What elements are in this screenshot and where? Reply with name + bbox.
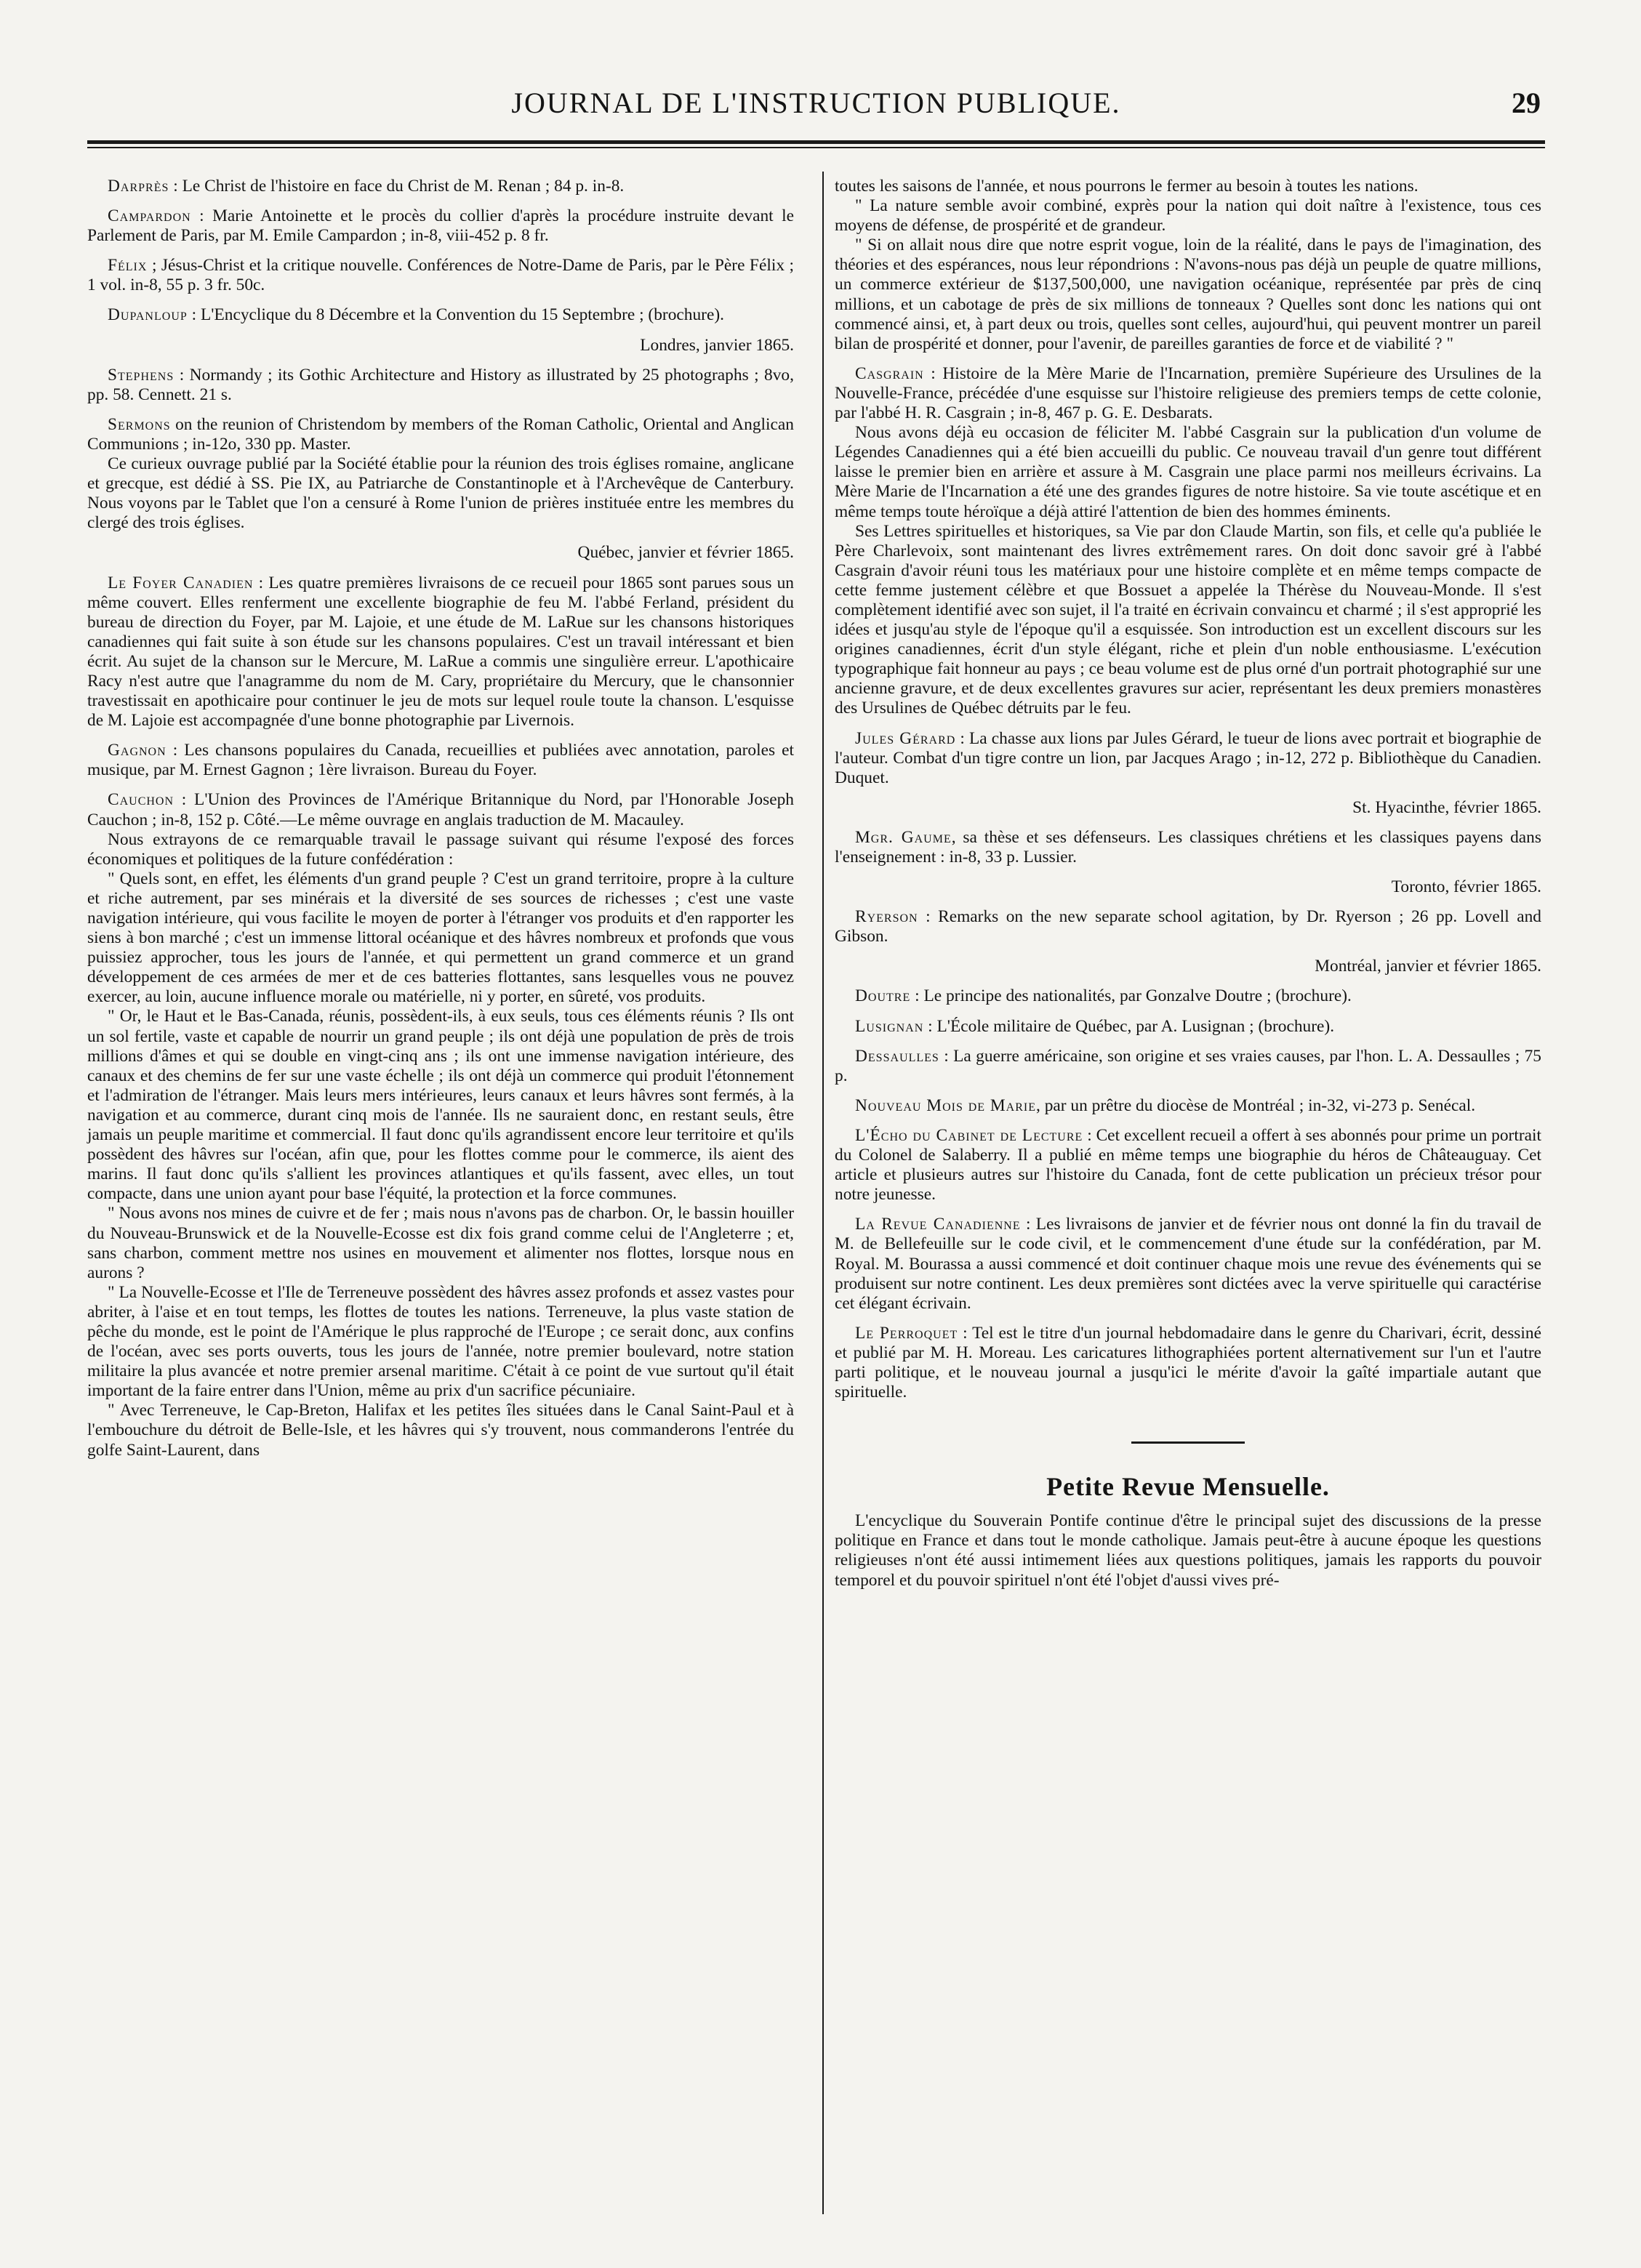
entry-text: : Marie Antoinette et le procès du collier d'après la procédure instruite devant le Parlement de Paris, par M. Emile Campardon ; in-8, viii-452 p. 8 fr. (87, 206, 794, 246)
entry-cauchon (87, 790, 794, 829)
dateline-londres: Londres, janvier 1865. (640, 335, 794, 355)
left-column (87, 177, 794, 1460)
section-title: Petite Revue Mensuelle. (1046, 1472, 1330, 1502)
entry-text: : Normandy ; its Gothic Architecture and History as illustrated by 25 photographs ; 8vo, pp. 58. Cennett. 21 s. (87, 365, 794, 404)
entry-text: : Les quatre premières livraisons de ce recueil pour 1865 sont parues sous un même couvert. Elles renferment une excellente biographie de feu M. l'abbé Ferland, président du bureau de direction du Foyer, par M. Lajoie, et une étude de M. LaRue sur les chansons historiques canadiennes qui fait suite à son étude sur les chansons populaires. C'est un travail intéressant et bien écrit. Au sujet de la chanson sur le Mercure, M. LaRue a commis une singulière erreur. L'apothicaire Racy n'est autre que l'anagramme du nom de M. Cary, propriétaire du Mercury, que le chansonnier travestissait en apothicaire pour continuer le jeu de mots sur lequel roule toute la chanson. L'esquisse de M. Lajoie est accompagnée d'une bonne photographie par Livernois. (87, 573, 795, 731)
casgrain-review: Ses Lettres spirituelles et historiques, sa Vie par don Claude Martin, son fils, et celle qu'a publiée le Père Charlevoix, sont maintenant des livres extrêmement rares. On doit donc savoir gré à l'abbé Casgrain d'avoir réuni tous les matériaux pour une histoire complète et en même temps compacte de cette femme justement célèbre et que Bossuet a appelée la Thérèse du Nouveau-Monde. Il s'est complètement identifié avec son sujet, il l'a traité en écrivain convaincu et charmé ; il s'est approprié les idées et jusqu'au style de l'époque qu'il a esquissée. Son introduction est un excellent discours sur les origines canadiennes, écrit d'un style élégant, riche et plein d'un noble enthousiasme. L'exécution typographique fait honneur au pays ; ce beau volume est de plus orné d'un portrait photographié sur une ancienne gravure, et de deux excellentes gravures sur acier, représentant les deux premiers monastères des Ursulines de Québec détruits par le feu. (835, 521, 1541, 718)
quote-paragraph: " Nous avons nos mines de cuivre et de fer ; mais nous n'avons pas de charbon. Or, le bassin houiller du Nouveau-Brunswick et de la Nouvelle-Ecosse est dix fois grand comme celui de l'Angleterre ; et, sans charbon, comment mettre nos usines en mouvement et alimenter nos flottes, lorsque nous en aurons ? (87, 1204, 794, 1282)
entry-dupanloup (87, 305, 794, 325)
entry-author: Cauchon (108, 790, 174, 810)
entry-text: : L'Encyclique du 8 Décembre et la Convention du 15 Septembre ; (brochure). (191, 305, 724, 325)
dateline-montreal: Montréal, janvier et février 1865. (1315, 957, 1541, 976)
entry-text: : Histoire de la Mère Marie de l'Incarnation, première Supérieure des Ursulines de la Nouvelle-France, précédée d'une esquisse sur l'histoire religieuse des premiers temps de cette colonie, par l'abbé H. R. Casgrain ; in-8, 467 p. G. E. Desbarats. (835, 363, 1541, 423)
entry-author: Jules Gérard (855, 728, 956, 748)
entry-lusignan (835, 1017, 1541, 1037)
entry-author: Stephens (108, 365, 174, 385)
entry-text: ; Jésus-Christ et la critique nouvelle. Conférences de Notre-Dame de Paris, par le Père Félix ; 1 vol. in-8, 55 p. 3 fr. 50c. (87, 256, 794, 295)
entry-author: Darprès (108, 177, 169, 196)
entry-text: : L'École militaire de Québec, par A. Lusignan ; (brochure). (928, 1016, 1335, 1036)
entry-jules-gerard (835, 729, 1541, 788)
entry-casgrain (835, 364, 1541, 423)
page-number: 29 (1512, 87, 1541, 119)
entry-text: : Les livraisons de janvier et de février nous ont donné la fin du travail de M. de Bellefeuille sur le code civil, et le commencement d'une étude sur la confédération, par M. Royal. M. Bourassa a aussi commencé et doit continuer chaque mois une revue des événements qui se produisent sur notre continent. Les deux premières sont dictées avec la verve spirituelle qui caractérise cet élégant écrivain. (835, 1215, 1541, 1313)
entry-text: : Le Christ de l'histoire en face du Christ de M. Renan ; 84 p. in-8. (173, 177, 625, 196)
entry-author: Gagnon (108, 741, 166, 760)
entry-author: Dessaulles (855, 1046, 939, 1066)
entry-author: Félix (108, 256, 148, 276)
entry-author: La Revue Canadienne (855, 1215, 1021, 1234)
entry-author: Mgr. Gaume (855, 827, 952, 847)
dateline-quebec: Québec, janvier et février 1865. (577, 543, 794, 563)
quote-paragraph: " La Nouvelle-Ecosse et l'Ile de Terreneuve possèdent des hâvres assez profonds et assez vastes pour abriter, à l'aise et en tout temps, les flottes de toutes les nations. Terreneuve, la plus vaste station de pêche du monde, est le point de l'Amérique le plus rapproché de l'Europe ; ce serait donc, aux confins de l'océan, avec ses ports ouverts, tous les jours de l'année, notre premier boulevard, notre station militaire la plus avancée et notre premier arsenal maritime. C'était à ce point de vue surtout qu'il était important de la faire entrer dans l'Union, même au prix d'un sacrifice pécuniaire. (87, 1282, 794, 1401)
entry-stephens (87, 366, 794, 405)
dateline-toronto: Toronto, février 1865. (1391, 877, 1541, 897)
journal-title: JOURNAL DE L'INSTRUCTION PUBLIQUE. (511, 87, 1121, 119)
sermons-review: Ce curieux ouvrage publié par la Société établie pour la réunion des trois églises romaine, anglicane et grecque, est dédié à SS. Pie IX, au Patriarche de Constantinople et à l'Archevêque de Canterbury. Nous voyons par le Tablet que l'on a censuré à Rome l'union de prières instituée entre les membres du clergé des trois églises. (87, 454, 794, 533)
entry-text: : La guerre américaine, son origine et ses vraies causes, par l'hon. L. A. Dessaulles ; 75 p. (835, 1046, 1541, 1085)
quote-paragraph: " Avec Terreneuve, le Cap-Breton, Halifax et les petites îles situées dans le Canal Saint-Paul et à l'embouchure du détroit de Belle-Isle, et les hâvres qui s'y trouvent, nous commanderons l'entrée du golfe Saint-Laurent, dans (87, 1401, 794, 1460)
right-column (835, 177, 1541, 1601)
entry-mois-de-marie (835, 1096, 1541, 1116)
section-body: L'encyclique du Souverain Pontife continue d'être le principal sujet des discussions de la presse politique en France et dans tout le monde catholique. Jamais peut-être à aucune époque les questions religieuses n'ont été aussi intimement liées aux questions politiques, jamais les rapports du pouvoir temporel et du pouvoir spirituel n'ont été l'objet d'aussi vives pré- (835, 1511, 1541, 1590)
entry-author: Nouveau Mois de Marie (855, 1095, 1037, 1115)
quote-paragraph: " Quels sont, en effet, les éléments d'un grand peuple ? C'est un grand territoire, propre à la culture et riche autrement, par ses minérais et la diversité de ses sources de richesses ; c'est une vaste navigation intérieure, qui vous facilite le moyen de porter à l'étranger vos produits et d'en rapporter les siens à bon marché ; c'est un immense littoral océanique et des hâvres nombreux et profonds que vous puissiez approcher, tous les jours de l'année, et qui permettent un grand commerce et un grand développement de ces armées de mer et de ces batteries flottantes, sans lesquelles vous ne pouvez exercer, au loin, aucune influence morale ou matérielle, ni y porter, en sûreté, vos produits. (87, 869, 794, 1007)
entry-author: Doutre (855, 986, 911, 1006)
entry-gaume (835, 828, 1541, 867)
entry-doutre (835, 986, 1541, 1006)
entry-text: : Le principe des nationalités, par Gonzalve Doutre ; (brochure). (915, 986, 1352, 1006)
entry-author: Sermons (108, 414, 171, 434)
entry-author: Lusignan (855, 1016, 924, 1036)
quote-continuation: toutes les saisons de l'année, et nous pourrons le fermer au besoin à toutes les nations. (835, 177, 1419, 196)
entry-author: Ryerson (855, 907, 918, 927)
cauchon-intro: Nous extrayons de ce remarquable travail le passage suivant qui résume l'exposé des forces économiques et politiques de la future confédération : (87, 829, 794, 869)
entry-text: : Les chansons populaires du Canada, recueillies et publiées avec annotation, paroles et musique, par M. Ernest Gagnon ; 1ère livraison. Bureau du Foyer. (87, 741, 794, 780)
entry-author: Dupanloup (108, 305, 188, 325)
entry-text: : Tel est le titre d'un journal hebdomadaire dans le genre du Charivari, écrit, dessiné et publié par M. H. Moreau. Les caricatures lithographiées portent alternativement sur l'un et l'autre parti politique, et le nouveau journal a jusqu'ici le mérite d'avoir la gaîté impartiale autant que spirituelle. (835, 1323, 1541, 1402)
entry-text: , par un prêtre du diocèse de Montréal ; in-32, vi-273 p. Senécal. (1036, 1095, 1476, 1115)
entry-author: Le Foyer Canadien (108, 573, 254, 592)
entry-felix (87, 256, 794, 295)
entry-text: , sa thèse et ses défenseurs. Les classiques chrétiens et les classiques payens dans l'enseignement : in-8, 33 p. Lussier. (835, 827, 1541, 866)
section-divider (1131, 1441, 1245, 1444)
entry-revue-canadienne (835, 1215, 1541, 1313)
entry-darpres (87, 177, 794, 196)
casgrain-review: Nous avons déjà eu occasion de féliciter M. l'abbé Casgrain sur la publication d'un volume de Légendes Canadiennes qui a été bien accueilli du public. Ce nouveau travail d'un genre tout différent laisse le premier bien en arrière et assure à M. Casgrain une place parmi nos meilleurs écrivains. La Mère Marie de l'Incarnation a été une des grandes figures de notre histoire. Sa vie toute ascétique et en même temps toute héroïque a déjà attiré l'attention de bien des hommes éminents. (835, 423, 1541, 521)
header-rule-thin (87, 147, 1545, 148)
entry-dessaulles (835, 1047, 1541, 1086)
entry-author: L'Écho du Cabinet de Lecture (855, 1125, 1083, 1145)
entry-ryerson (835, 907, 1541, 946)
quote-paragraph: " La nature semble avoir combiné, exprès pour la nation qui doit naître à l'existence, tous ces moyens de défense, de prospérité et de grandeur. (835, 196, 1541, 236)
entry-gagnon (87, 741, 794, 780)
entry-author: Casgrain (855, 363, 924, 383)
quote-paragraph: " Si on allait nous dire que notre esprit vogue, loin de la réalité, dans le pays de l'imagination, des théories et des espérances, nous leur répondrions : N'avons-nous pas déjà un peuple de quatre millions, un commerce extérieur de $137,500,000, une navigation océanique, représentée par près de cinq millions, et un cabotage de près de six millions de tonneaux ? Quelles sont donc les nations qui ont commencé ainsi, et, à part deux ou trois, quelles sont celles, aujourd'hui, qui peuvent montrer un pareil bilan de prospérité et donner, pour l'avenir, de pareilles garanties de force et de viabilité ? " (835, 236, 1541, 353)
entry-echo-cabinet (835, 1126, 1541, 1205)
entry-author: Campardon (108, 206, 191, 226)
entry-text: : La chasse aux lions par Jules Gérard, le tueur de lions avec portrait et biographie de l'auteur. Combat d'un tigre contre un lion, par Jacques Arago ; in-12, 272 p. Bibliothèque du Canadien. Duquet. (835, 728, 1541, 787)
entry-text: : L'Union des Provinces de l'Amérique Britannique du Nord, par l'Honorable Joseph Cauchon ; in-8, 152 p. Côté.—Le même ouvrage en anglais traduction de M. Macauley. (87, 790, 794, 829)
entry-foyer-canadien (87, 574, 794, 731)
entry-perroquet (835, 1324, 1541, 1402)
page-header (87, 86, 1545, 129)
quote-paragraph: " Or, le Haut et le Bas-Canada, réunis, possèdent-ils, à eux seuls, tous ces éléments réunis ? Ils ont un sol fertile, vaste et capable de nourrir un grand peuple ; ils ont déjà une population de près de trois millions d'âmes et qui se double en vingt-cinq ans ; ils ont une immense navigation intérieure, des canaux et des chemins de fer sur une vaste échelle ; ils ont déjà un commerce qui produit l'étonnement et l'admiration de l'étranger. Mais leurs mers intérieures, leurs canaux et leurs hâvres sont fermés, à la navigation et au commerce, durant cinq mois de l'année. Ils ne sauraient donc, en restant seuls, être jamais un peuple maritime et commercial. Il faut donc qu'ils agrandissent encore leur territoire et qu'ils possèdent des hâvres sur l'océan, afin que, pour les flottes comme pour le commerce, ils aient des marins. Il faut donc qu'ils s'allient les provinces atlantiques et qu'ils fassent, avec elles, un tout compacte, dans une union ayant pour base l'équité, la protection et la force communes. (87, 1007, 794, 1204)
entry-campardon (87, 206, 794, 246)
entry-text: on the reunion of Christendom by members of the Roman Catholic, Oriental and Anglican Communions ; in-12o, 330 pp. Master. (87, 414, 795, 454)
column-divider (822, 172, 824, 2214)
entry-author: Le Perroquet (855, 1323, 958, 1343)
entry-text: : Cet excellent recueil a offert à ses abonnés pour prime un portrait du Colonel de Salaberry. Il a publié en même temps une biographie du héros de Châteauguay. Cet article et plusieurs autres sur l'histoire du Canada, font de cette publication un précieux trésor pour notre jeunesse. (835, 1125, 1541, 1205)
header-rule-thick (87, 140, 1545, 144)
dateline-st-hyacinthe: St. Hyacinthe, février 1865. (1352, 797, 1541, 817)
entry-sermons (87, 415, 794, 454)
entry-text: : Remarks on the new separate school agitation, by Dr. Ryerson ; 26 pp. Lovell and Gibson. (835, 907, 1541, 946)
